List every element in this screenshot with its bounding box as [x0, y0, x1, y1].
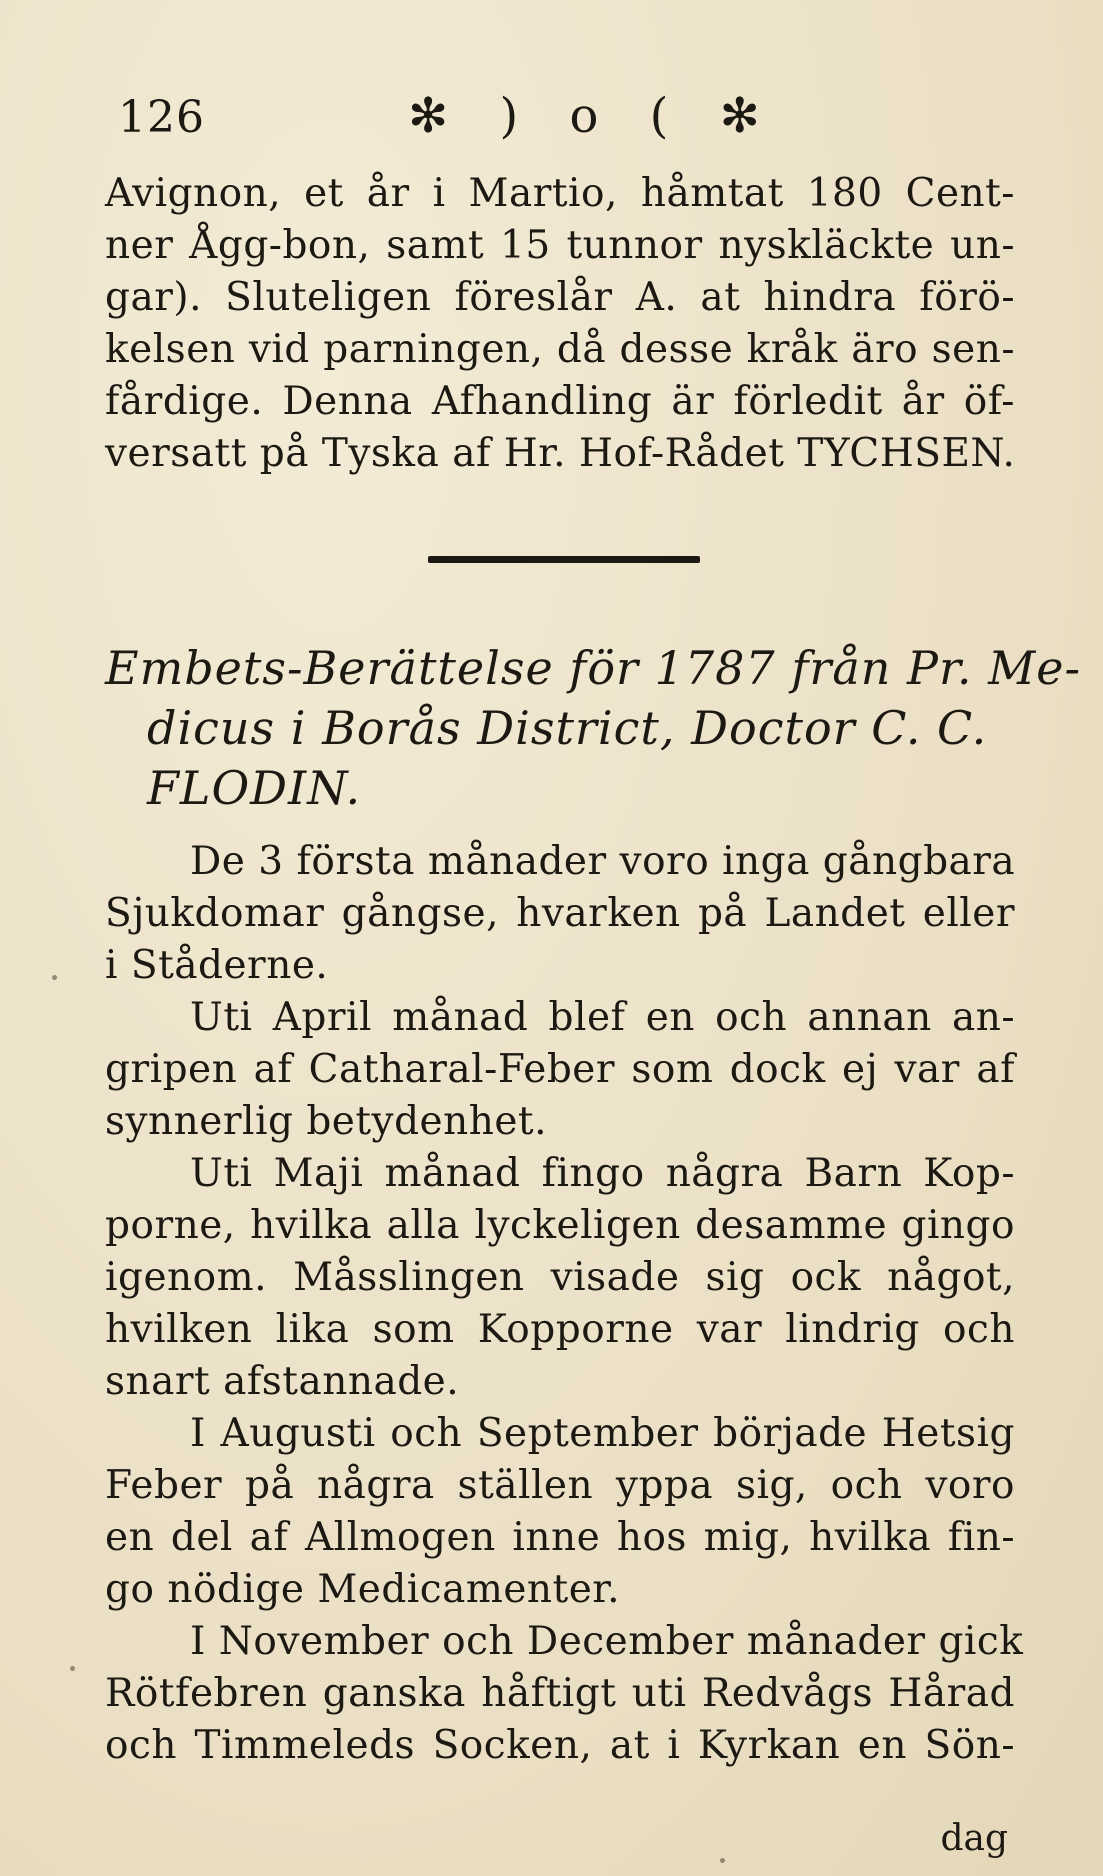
text-line: De 3 första månader voro inga gångbara [190, 839, 1016, 884]
text-line: Uti Maji månad fingo några Barn Kop- [190, 1151, 1015, 1196]
text-line: hvilken lika som Kopporne var lindrig och [105, 1307, 1015, 1352]
paper-speck [52, 975, 57, 980]
page-number: 126 [118, 92, 205, 143]
text-line: och Timmeleds Socken, at i Kyrkan en Sön- [105, 1723, 1015, 1768]
header-ornament: ✻ ) o ( ✻ [408, 88, 778, 144]
paper-speck [70, 1666, 75, 1671]
heading-line: Embets-Berättelse för 1787 från Pr. Me- [105, 641, 1082, 695]
text-line: Uti April månad blef en och annan an- [190, 995, 1015, 1040]
text-line: versatt på Tyska af Hr. Hof-Rådet TYCHSEN. [105, 431, 1016, 476]
text-line: synnerlig betydenhet. [105, 1099, 547, 1144]
text-line: Rötfebren ganska håftigt uti Redvågs Hårad [105, 1671, 1015, 1716]
text-line: I November och December månader gick [190, 1619, 1024, 1664]
text-line: fårdige. Denna Afhandling är förledit år öf- [105, 379, 1015, 424]
section-heading [105, 638, 1082, 818]
heading-line: dicus i Borås District, Doctor C. C. [147, 701, 988, 755]
text-line: i Ståderne. [105, 943, 329, 988]
text-line: Sjukdomar gångse, hvarken på Landet eller [105, 891, 1015, 936]
catchword: dag [940, 1818, 1008, 1859]
paper-speck [720, 1858, 725, 1863]
text-line: porne, hvilka alla lyckeligen desamme gingo [105, 1203, 1015, 1248]
page-header [118, 88, 1018, 162]
text-line: ner Ågg-bon, samt 15 tunnor nyskläckte un- [105, 223, 1015, 268]
text-line: kelsen vid parningen, då desse kråk äro sen- [105, 327, 1015, 372]
text-line: Feber på några ställen yppa sig, och voro [105, 1463, 1015, 1508]
text-line: en del af Allmogen inne hos mig, hvilka fin- [105, 1515, 1015, 1560]
text-line: snart afstannade. [105, 1359, 460, 1404]
top-paragraph [105, 168, 1015, 480]
text-line: go nödige Medicamenter. [105, 1567, 621, 1612]
body-text [105, 836, 1024, 1772]
heading-line: FLODIN. [147, 761, 362, 815]
section-divider-rule [428, 556, 700, 563]
text-line: gripen af Catharal-Feber som dock ej var af [105, 1047, 1015, 1092]
text-line: igenom. Måsslingen visade sig ock något, [105, 1255, 1015, 1300]
text-line: Avignon, et år i Martio, håmtat 180 Cent- [105, 171, 1015, 216]
text-line: gar). Sluteligen föreslår A. at hindra förö- [105, 275, 1015, 320]
text-line: I Augusti och September började Hetsig [190, 1411, 1015, 1456]
